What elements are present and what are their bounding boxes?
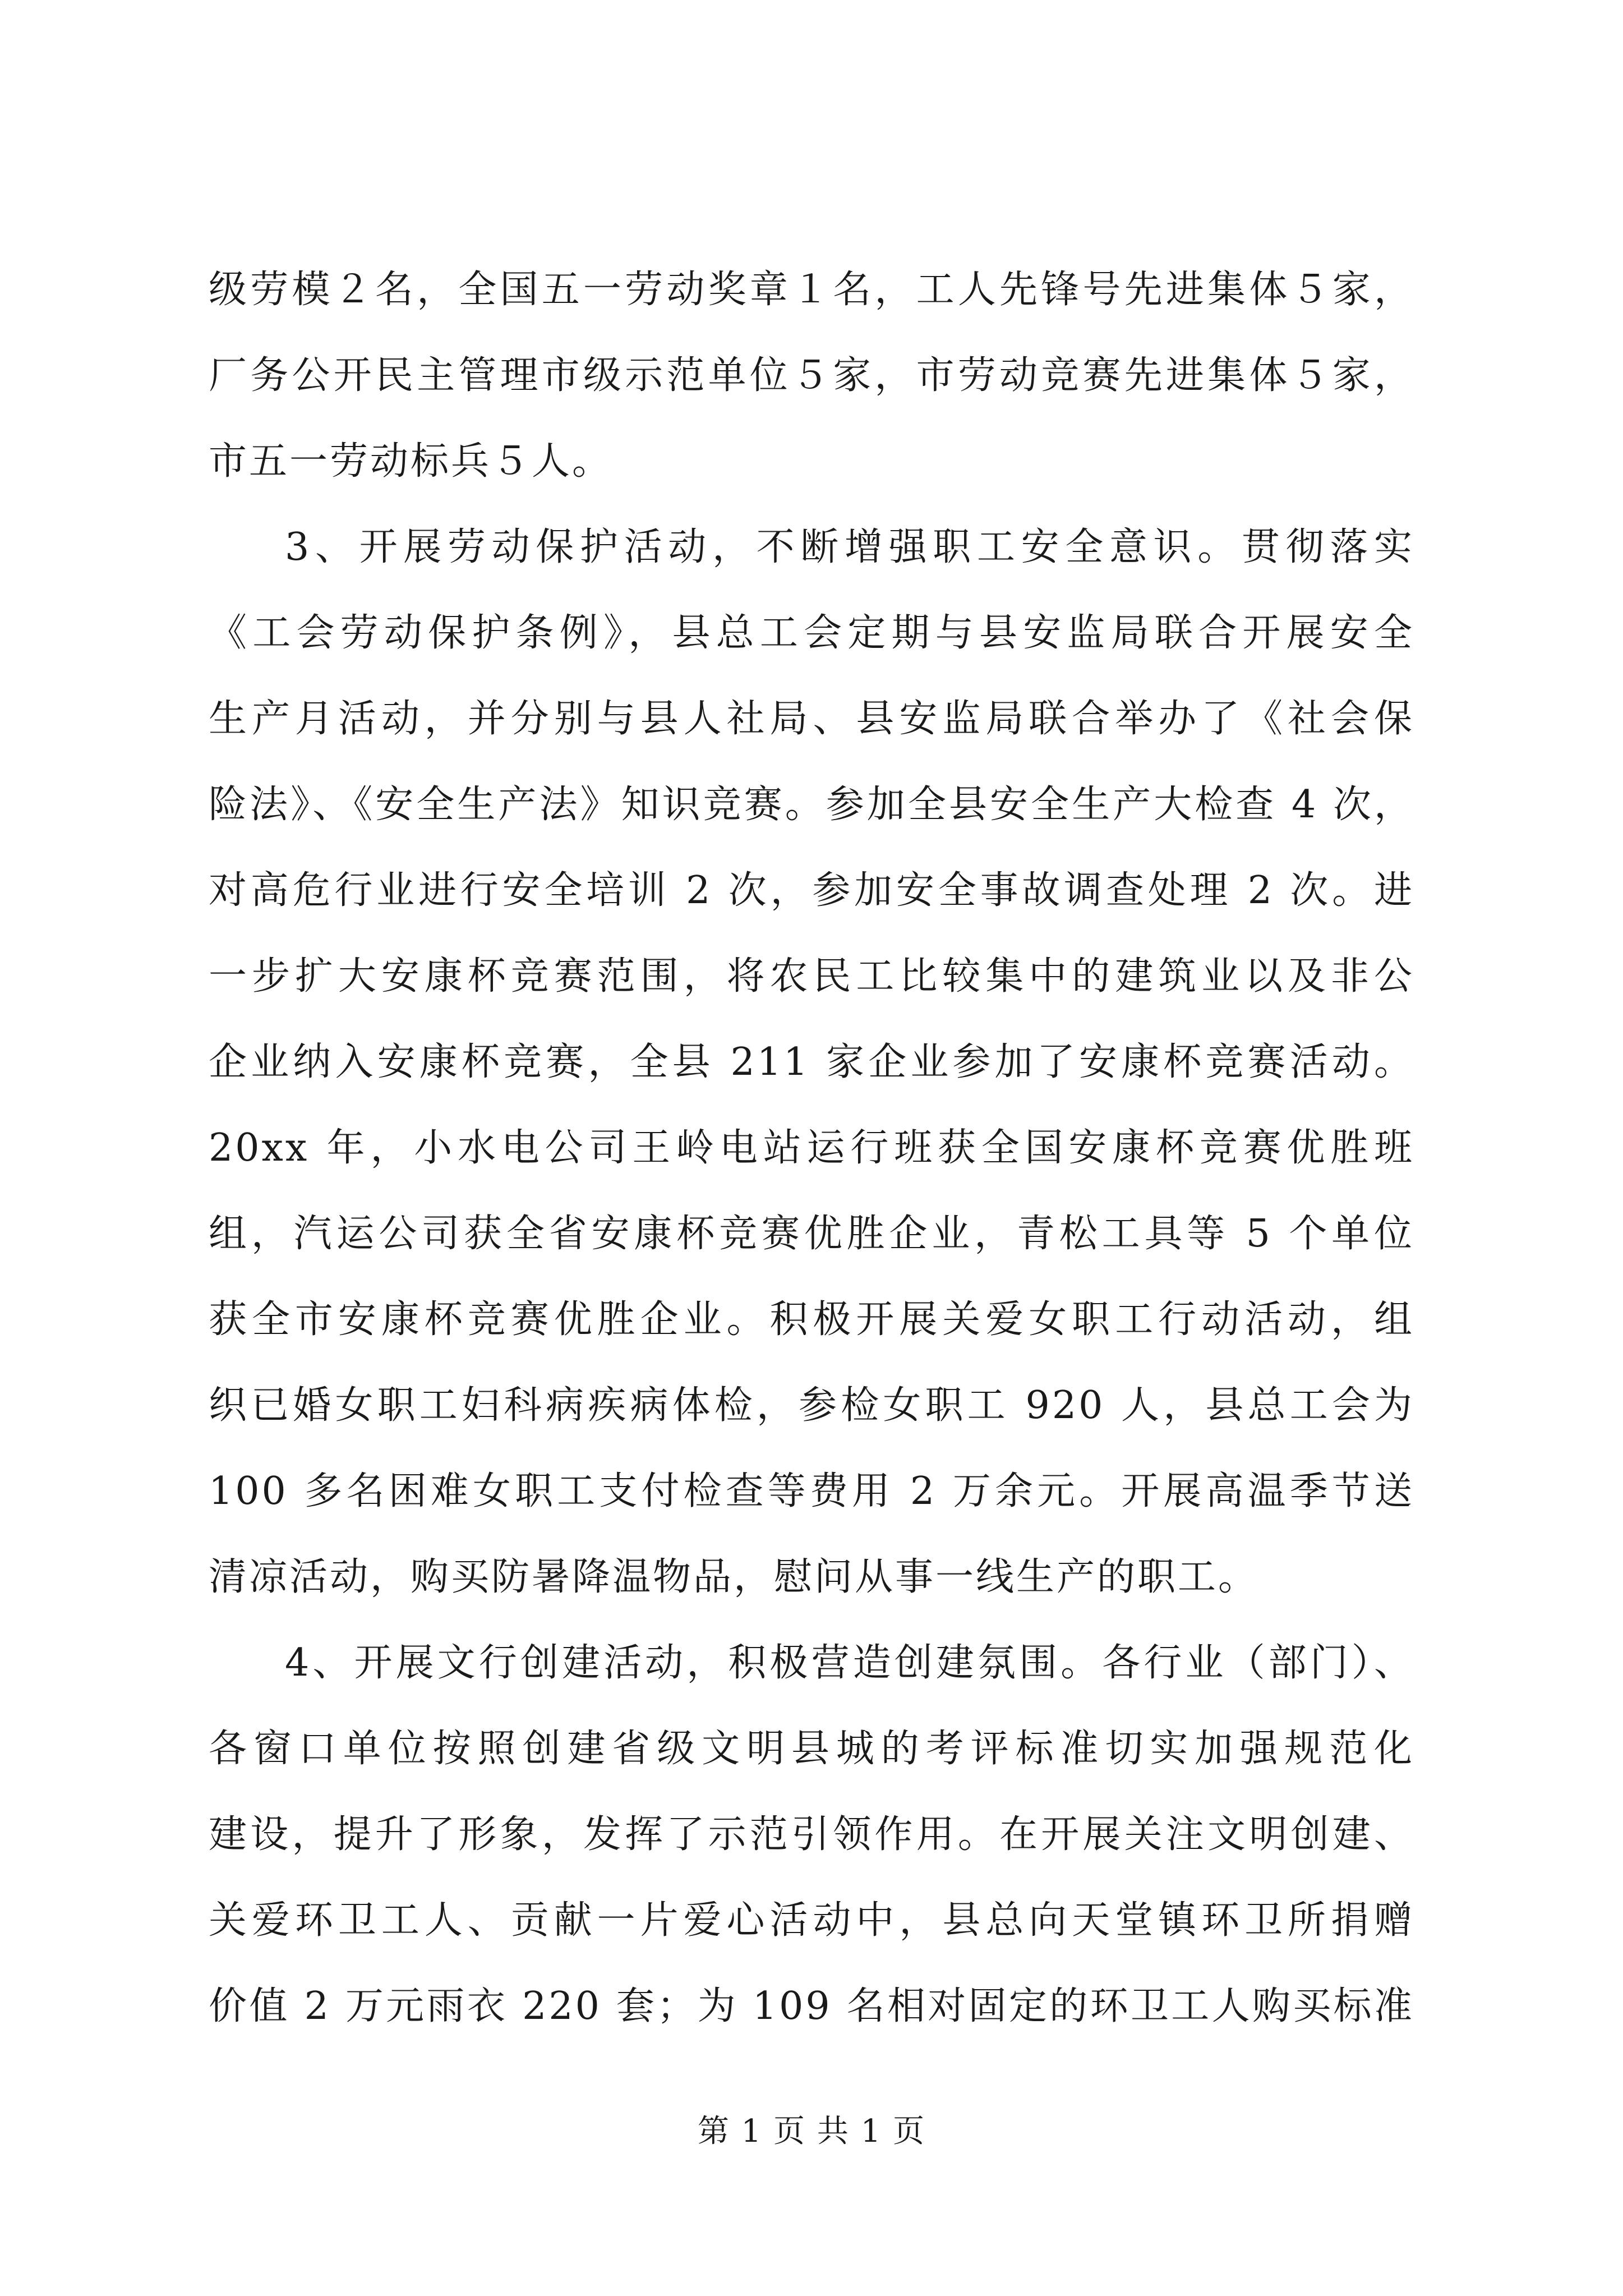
text-line: 厂务公开民主管理市级示范单位５家，市劳动竞赛先进集体５家， (209, 353, 1414, 398)
page-footer (0, 2109, 1623, 2154)
document-body (209, 247, 1414, 2049)
text-line: 各窗口单位按照创建省级文明县城的考评标准切实加强规范化 (209, 1727, 1414, 1771)
text-line: 价值 2 万元雨衣 220 套；为 109 名相对固定的环卫工人购买标准 (209, 1984, 1414, 2028)
page-number: 第 1 页 共 1 页 (697, 2113, 926, 2150)
paragraph-3 (209, 1620, 1414, 2049)
text-line: 20xx 年，小水电公司王岭电站运行班获全国安康杯竞赛优胜班 (209, 1126, 1414, 1170)
text-line: 3、开展劳动保护活动，不断增强职工安全意识。贯彻落实 (285, 525, 1414, 569)
text-line: 险法》、《安全生产法》知识竞赛。参加全县安全生产大检查 4 次， (209, 783, 1414, 827)
text-line: 市五一劳动标兵５人。 (209, 439, 613, 484)
text-line: 级劳模２名，全国五一劳动奖章１名，工人先锋号先进集体５家， (209, 268, 1414, 312)
text-line: 获全市安康杯竞赛优胜企业。积极开展关爱女职工行动活动，组 (209, 1297, 1414, 1342)
text-line: 一步扩大安康杯竞赛范围，将农民工比较集中的建筑业以及非公 (209, 954, 1414, 999)
text-line: 企业纳入安康杯竞赛，全县 211 家企业参加了安康杯竞赛活动。 (209, 1040, 1414, 1084)
paragraph-1 (209, 247, 1414, 504)
text-line: 100 多名困难女职工支付检查等费用 2 万余元。开展高温季节送 (209, 1469, 1414, 1513)
text-line: 4、开展文行创建活动，积极营造创建氛围。各行业（部门）、 (285, 1641, 1414, 1685)
text-line: 生产月活动，并分别与县人社局、县安监局联合举办了《社会保 (209, 697, 1414, 741)
text-line: 建设，提升了形象，发挥了示范引领作用。在开展关注文明创建、 (209, 1812, 1414, 1857)
text-line: 《工会劳动保护条例》，县总工会定期与县安监局联合开展安全 (209, 611, 1414, 655)
text-line: 对高危行业进行安全培训 2 次，参加安全事故调查处理 2 次。进 (209, 868, 1414, 913)
text-line: 清凉活动，购买防暑降温物品，慰问从事一线生产的职工。 (209, 1555, 1259, 1599)
text-line: 组，汽运公司获全省安康杯竞赛优胜企业，青松工具等 5 个单位 (209, 1212, 1414, 1256)
paragraph-2 (209, 504, 1414, 1620)
text-line: 关爱环卫工人、贡献一片爱心活动中，县总向天堂镇环卫所捐赠 (209, 1898, 1414, 1943)
text-line: 织已婚女职工妇科病疾病体检，参检女职工 920 人，县总工会为 (209, 1383, 1414, 1428)
